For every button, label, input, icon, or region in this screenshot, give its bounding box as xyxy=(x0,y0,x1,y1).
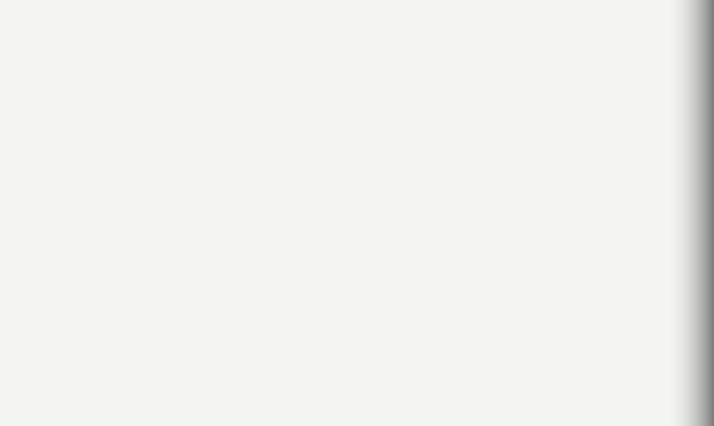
scan-edge-shadow xyxy=(666,0,714,426)
